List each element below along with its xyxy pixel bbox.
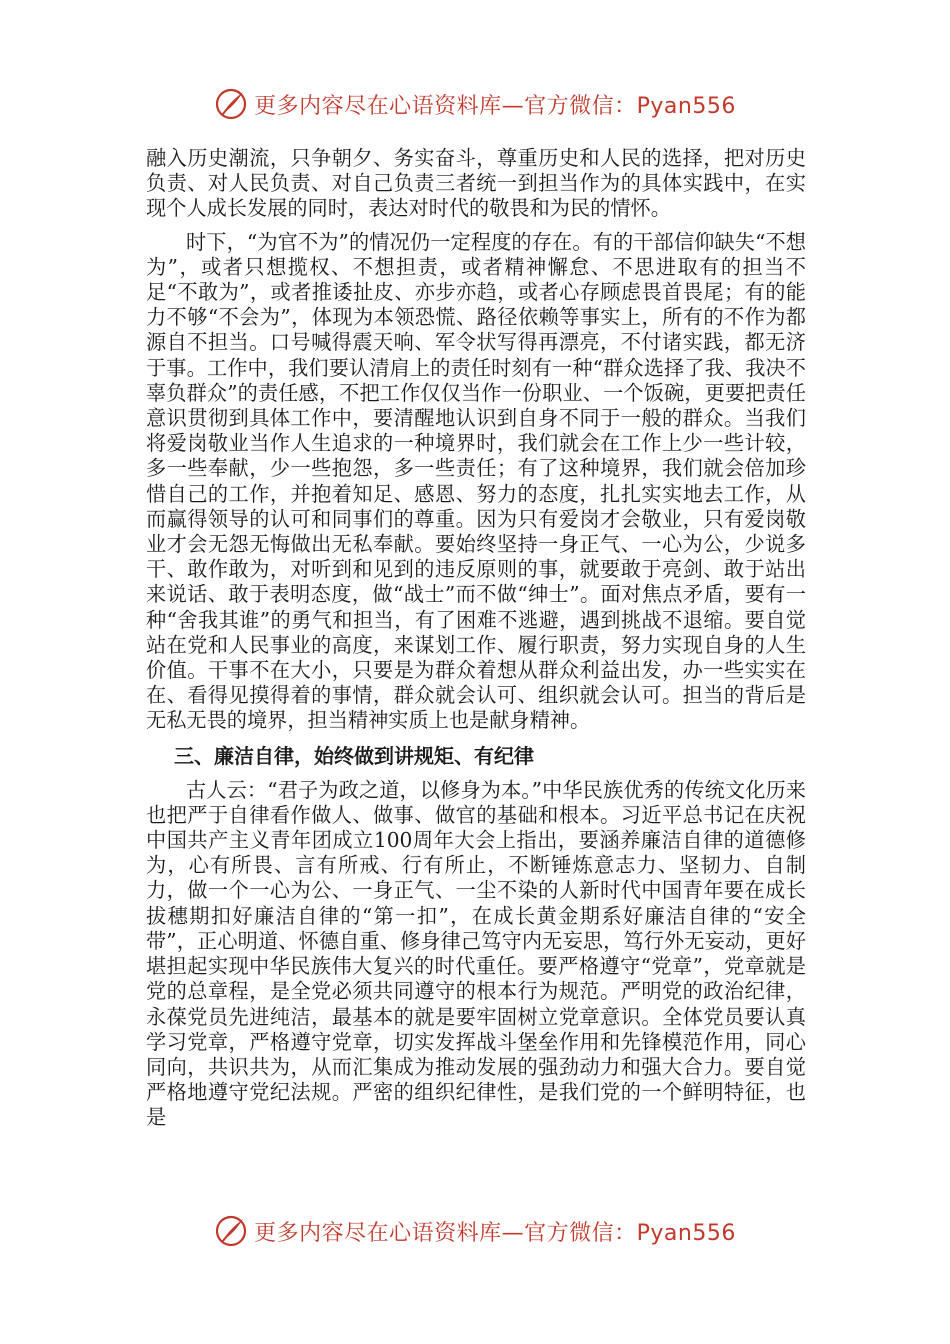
feather-pen-circle-icon [214,87,248,121]
footer-banner-text: 更多内容尽在心语资料库—官方微信：Pyan556 [254,1220,736,1246]
paragraph-1: 融入历史潮流，只争朝夕、务实奋斗，尊重历史和人民的选择，把对历史负责、对人民负责、对自己负责三者统一到担当作为的具体实践中，在实现个人成长发展的同时，表达对时代的敬畏和为民的情怀。 [146,146,806,221]
header-banner [0,82,950,126]
header-banner-text: 更多内容尽在心语资料库—官方微信：Pyan556 [254,93,736,119]
footer-banner [0,1209,950,1253]
document-body [146,146,806,1139]
paragraph-3: 古人云：“君子为政之道，以修身为本。”中华民族优秀的传统文化历来也把严于自律看作做人、做事、做官的基础和根本。习近平总书记在庆祝中国共产主义青年团成立100周年大会上指出，要涵养廉洁自律的道德修为，心有所畏、言有所戒、行有所止，不断锤炼意志力、坚韧力、自制力，做一个一心为公、一身正气、一尘不染的人新时代中国青年要在成长拔穗期扣好廉洁自律的“第一扣”，在成长黄金期系好廉洁自律的“安全带”，正心明道、怀德自重、修身律己笃守内无妄思，笃行外无妄动，更好堪担起实现中华民族伟大复兴的时代重任。要严格遵守“党章”，党章就是党的总章程，是全党必须共同遵守的根本行为规范。严明党的政治纪律，永葆党员先进纯洁，最基本的就是要牢固树立党章意识。全体党员要认真学习党章，严格遵守党章，切实发挥战斗堡垒作用和先锋模范作用，同心同向，共识共为，从而汇集成为推动发展的强劲动力和强大合力。要自觉严格地遵守党纪法规。严密的组织纪律性，是我们党的一个鲜明特征，也是 [146,777,806,1130]
feather-pen-circle-icon [214,1214,248,1248]
paragraph-2: 时下，“为官不为”的情况仍一定程度的存在。有的干部信仰缺失“不想为”，或者只想揽权、不想担责，或者精神懈怠、不思进取有的担当不足“不敢为”，或者推诿扯皮、亦步亦趋，或者心存顾虑畏首畏尾；有的能力不够“不会为”，体现为本领恐慌、路径依赖等事实上，所有的不作为都源自不担当。口号喊得震天响、军令状写得再漂亮，不付诸实践，都无济于事。工作中，我们要认清肩上的责任时刻有一种“群众选择了我、我决不辜负群众”的责任感，不把工作仅仅当作一份职业、一个饭碗，更要把责任意识贯彻到具体工作中，要清醒地认识到自身不同于一般的群众。当我们将爱岗敬业当作人生追求的一种境界时，我们就会在工作上少一些计较，多一些奉献，少一些抱怨，多一些责任；有了这种境界，我们就会倍加珍惜自己的工作，并抱着知足、感恩、努力的态度，扎扎实实地去工作，从而赢得领导的认可和同事们的尊重。因为只有爱岗才会敬业，只有爱岗敬业才会无怨无悔做出无私奉献。要始终坚持一身正气、一心为公，少说多干、敢作敢为，对听到和见到的违反原则的事，就要敢于亮剑、敢于站出来说话、敢于表明态度，做“战士”而不做“绅士”。面对焦点矛盾，要有一种“舍我其谁”的勇气和担当，有了困难不逃避，遇到挑战不退缩。要自觉站在党和人民事业的高度，来谋划工作、履行职责，努力实现自身的人生价值。干事不在大小，只要是为群众着想从群众利益出发，办一些实实在在、看得见摸得着的事情，群众就会认可、组织就会认可。担当的背后是无私无畏的境界，担当精神实质上也是献身精神。 [146,229,806,733]
section-heading: 三、廉洁自律，始终做到讲规矩、有纪律 [174,743,534,768]
